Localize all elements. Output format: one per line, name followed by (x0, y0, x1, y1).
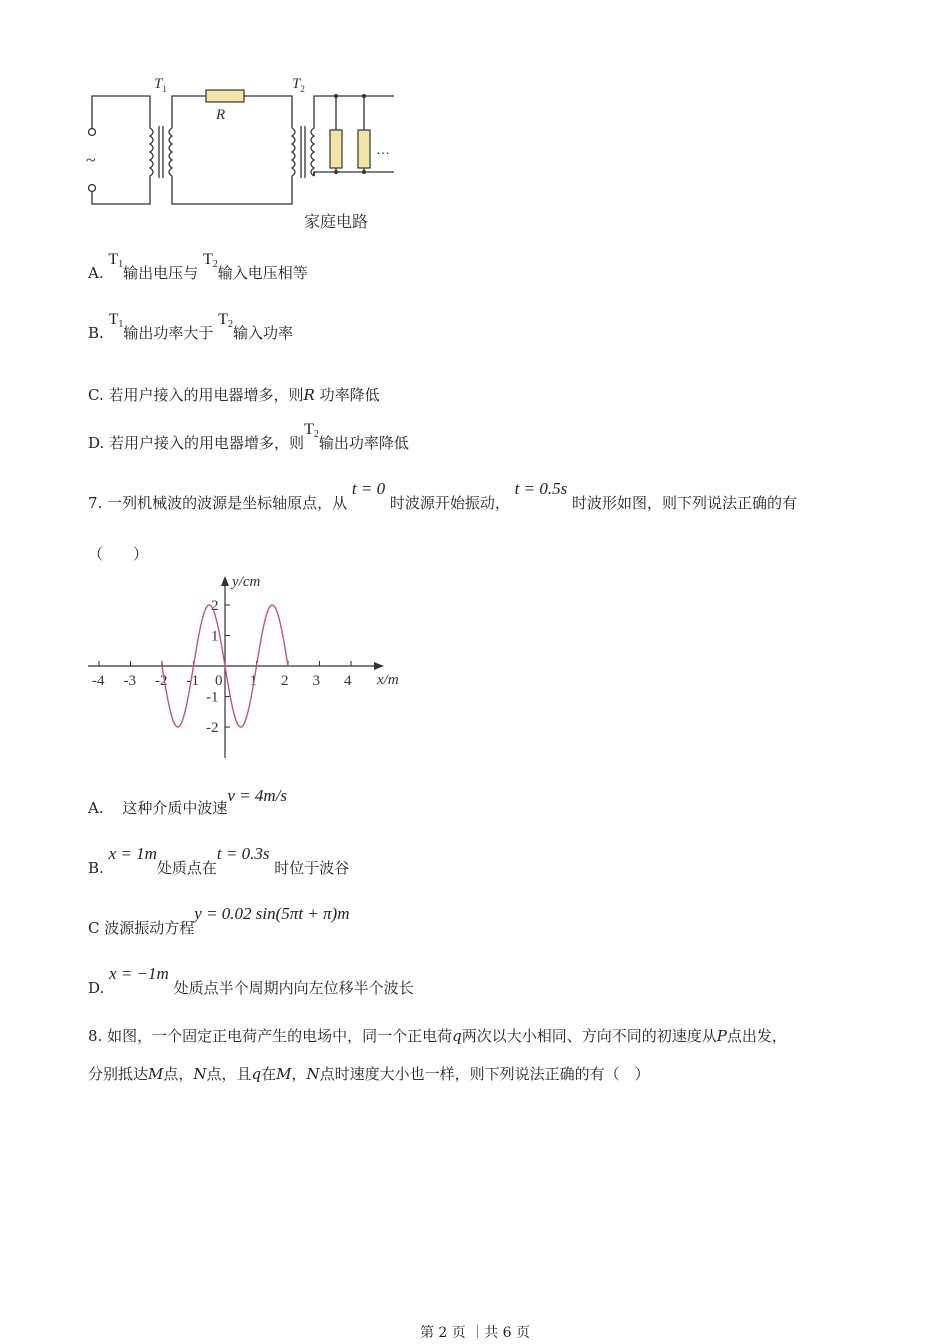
ac-source-symbol: ~ (86, 150, 96, 170)
resistor-r (206, 90, 244, 102)
household-circuit-label: 家庭电路 (304, 214, 369, 231)
x-axis-label: x/m (377, 672, 399, 688)
x-tick-label: 4 (344, 673, 352, 689)
q7-option-d: D. x = −1m 处质点半个周期内向左位移半个波长 (88, 964, 414, 997)
y-tick-label: -2 (206, 720, 219, 736)
y-tick-label: 1 (211, 628, 219, 645)
x-tick-label: -1 (186, 673, 199, 689)
y-axis-arrow (221, 576, 229, 586)
q7-option-b: B. x = 1m处质点在t = 0.3s 时位于波谷 (88, 844, 350, 877)
q6-option-a: A. $T_1$输出电压与 $T_2$输入电压相等 (88, 251, 308, 282)
q7-answer-paren: （ ） (88, 545, 149, 563)
x-tick-label: 1 (249, 673, 257, 689)
household-load-2 (358, 130, 370, 168)
q7-option-a: A. 这种介质中波速v = 4m/s (88, 786, 288, 817)
t1-label: $T_1$ (154, 76, 167, 94)
x-tick-label: -3 (123, 673, 136, 689)
x-tick-label: -4 (92, 673, 105, 689)
y-tick-label: -1 (206, 689, 219, 706)
t2-label: $T_2$ (292, 76, 305, 94)
resistor-label: R (216, 107, 226, 123)
page-footer: 第 2 页 ｜共 6 页 (419, 1325, 531, 1341)
q7-stem: 7. 一列机械波的波源是坐标轴原点，从 t = 0 时波源开始振动， t = 0.5s 时波形如图，则下列说法正确的有 (88, 479, 798, 512)
x-tick-label: -2 (155, 673, 168, 689)
y-tick-label: 2 (211, 598, 219, 614)
x-tick-label: 0 (215, 673, 223, 689)
transformer-circuit-diagram (80, 70, 410, 240)
q7-option-c: C 波源振动方程y = 0.02 sin(5πt + π)m (88, 904, 350, 937)
x-axis-arrow (374, 662, 384, 670)
y-axis-label: y/cm (232, 574, 261, 590)
q6-option-d: D. 若用户接入的用电器增多，则$T_2$输出功率降低 (88, 421, 409, 452)
q8-stem-line2: 分别抵达M点，N点，且q在M，N点时速度大小也一样，则下列说法正确的有（ ） (88, 1065, 650, 1083)
x-tick-label: 3 (312, 673, 320, 689)
q6-option-c: C. 若用户接入的用电器增多，则R 功率降低 (88, 386, 380, 404)
x-tick-label: 2 (281, 673, 289, 689)
wave-chart (80, 572, 420, 762)
q6-option-b: B. $T_1$输出功率大于 $T_2$输入功率 (88, 311, 293, 342)
household-load-1 (330, 130, 342, 168)
more-loads-ellipsis: … (376, 143, 390, 158)
q8-stem-line1: 8. 如图，一个固定正电荷产生的电场中，同一个正电荷q两次以大小相同、方向不同的初速度从P点出发， (88, 1027, 787, 1045)
